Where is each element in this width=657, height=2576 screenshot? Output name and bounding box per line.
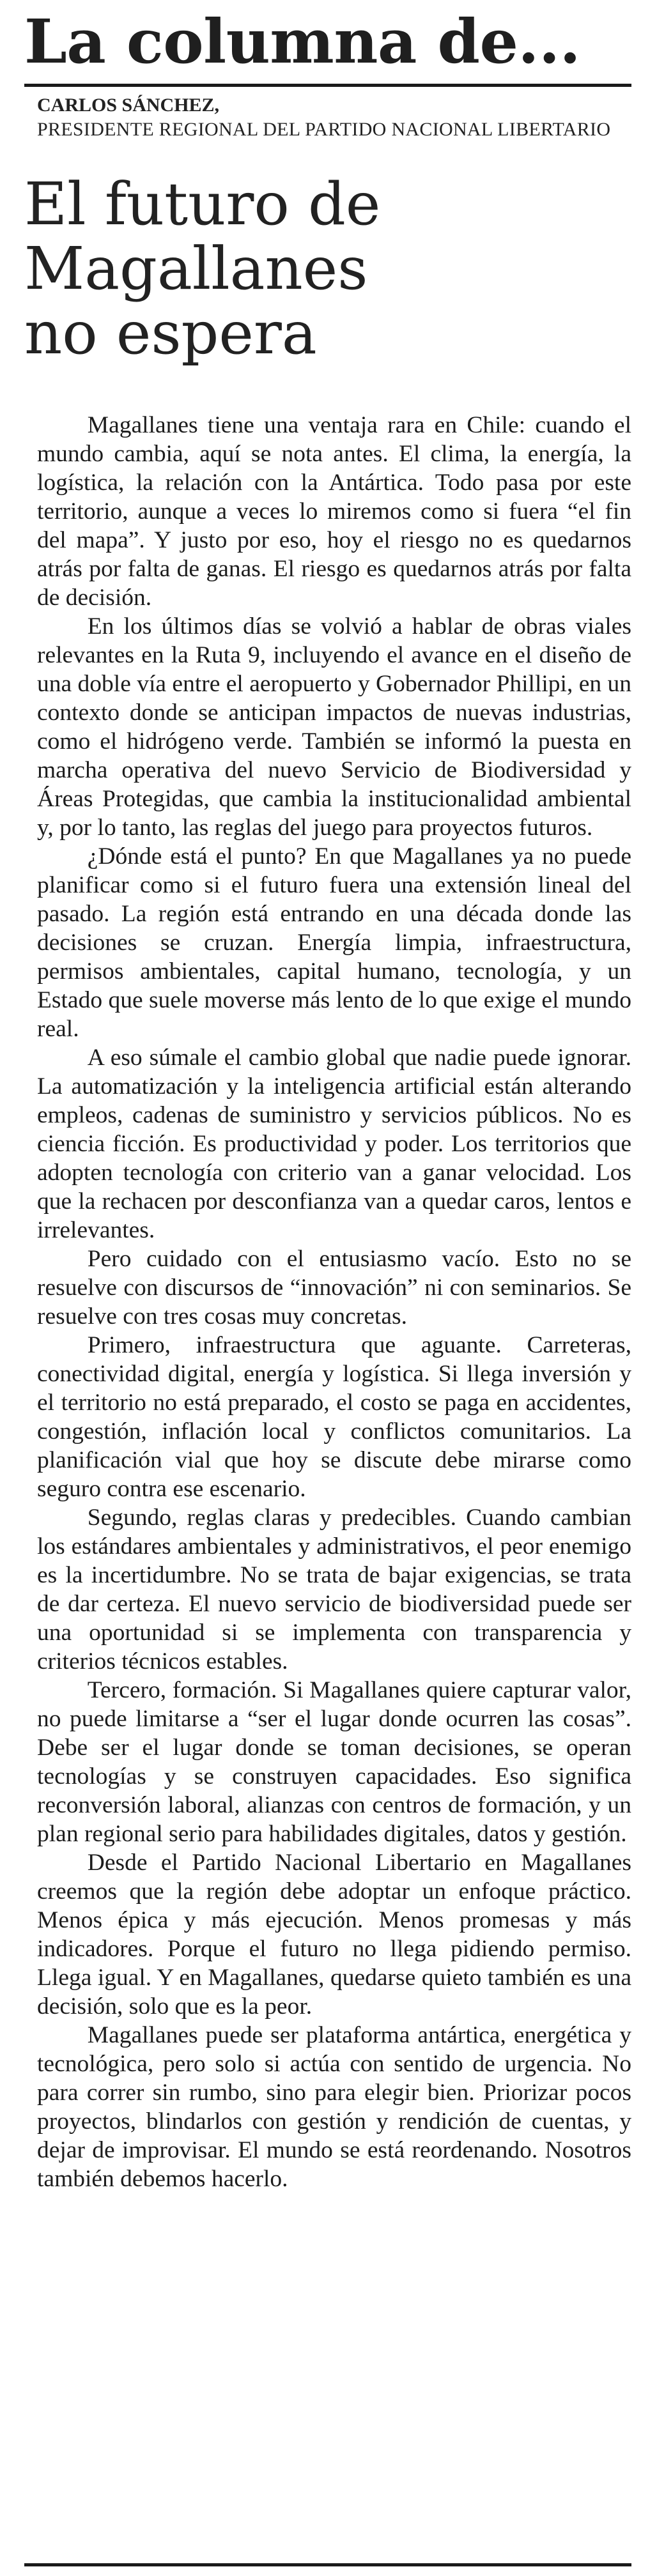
author-title: PRESIDENTE REGIONAL DEL PARTIDO NACIONAL LIBERTARIO (37, 118, 611, 140)
author-name: CARLOS SÁNCHEZ, (37, 95, 220, 116)
article-paragraph: Magallanes puede ser plataforma antártica, energética y tecnológica, pero solo si actúa con sentido de urgencia. No para correr sin rumbo, sino para elegir bien. Priorizar pocos proyectos, blindarlos con gestión y rendición de cuentas, y dejar de improvisar. El mundo se está reordenando. Nosotros también debemos hacerlo. (37, 2021, 631, 2192)
article-paragraph: En los últimos días se volvió a hablar de obras viales relevantes en la Ruta 9, incluyendo el avance en el diseño de una doble vía entre el aeropuerto y Gobernador Phillipi, en un contexto donde se anticipan impactos de nuevas industrias, como el hidrógeno verde. También se informó la puesta en marcha operativa del nuevo Servicio de Biodiversidad y Áreas Protegidas, que cambia la institucionalidad ambiental y, por lo tanto, las reglas del juego para proyectos futuros. (37, 613, 631, 841)
footer-divider (24, 2563, 631, 2566)
article-body (24, 411, 631, 2193)
article-paragraph: ¿Dónde está el punto? En que Magallanes ya no puede planificar como si el futuro fuera una extensión lineal del pasado. La región está entrando en una década donde las decisiones se cruzan. Energía limpia, infraestructura, permisos ambientales, capital humano, tecnología, y un Estado que suele moverse más lento de lo que exige el mundo real. (37, 843, 631, 1042)
headline-line: El futuro de (24, 170, 381, 238)
headline-line: no espera (24, 299, 317, 368)
article-paragraph: Segundo, reglas claras y predecibles. Cuando cambian los estándares ambientales y administrativos, el peor enemigo es la incertidumbre. No se trata de bajar exigencias, se trata de dar certeza. El nuevo servicio de biodiversidad puede ser una oportunidad si se implementa con transparencia y criterios técnicos estables. (37, 1504, 631, 1675)
article-paragraph: Tercero, formación. Si Magallanes quiere capturar valor, no puede limitarse a “ser el lugar donde ocurren las cosas”. Debe ser el lugar donde se toman decisiones, se operan tecnologías y se construyen capacidades. Eso significa reconversión laboral, alianzas con centros de formación, y un plan regional serio para habilidades digitales, datos y gestión. (37, 1676, 631, 1847)
headline-line: Magallanes (24, 234, 368, 303)
article-paragraph: Primero, infraestructura que aguante. Carreteras, conectividad digital, energía y logística. Si llega inversión y el territorio no está preparado, el costo se paga en accidentes, congestión, inflación local y conflictos comunitarios. La planificación vial que hoy se discute debe mirarse como seguro contra ese escenario. (37, 1331, 631, 1502)
article-paragraph: A eso súmale el cambio global que nadie puede ignorar. La automatización y la inteligencia artificial están alterando empleos, cadenas de suministro y servicios públicos. No es ciencia ficción. Es productividad y poder. Los territorios que adopten tecnología con criterio van a ganar velocidad. Los que la rechacen por desconfianza van a quedar caros, lentos e irrelevantes. (37, 1044, 631, 1243)
article-paragraph: Desde el Partido Nacional Libertario en Magallanes creemos que la región debe adoptar un enfoque práctico. Menos épica y más ejecución. Menos promesas y más indicadores. Porque el futuro no llega pidiendo permiso. Llega igual. Y en Magallanes, quedarse quieto también es una decisión, solo que es la peor. (37, 1849, 631, 2020)
author-byline (37, 93, 631, 141)
section-divider (24, 84, 631, 87)
article-paragraph: Magallanes tiene una ventaja rara en Chile: cuando el mundo cambia, aquí se nota antes. El clima, la energía, la logística, la relación con la Antártica. Todo pasa por este territorio, aunque a veces lo miremos como si fuera “el fin del mapa”. Y justo por eso, hoy el riesgo no es quedarnos atrás por falta de ganas. El riesgo es quedarnos atrás por falta de decisión. (37, 411, 631, 611)
article-headline (24, 172, 631, 366)
section-title: La columna de... (24, 6, 581, 77)
article-paragraph: Pero cuidado con el entusiasmo vacío. Esto no se resuelve con discursos de “innovación” ni con seminarios. Se resuelve con tres cosas muy concretas. (37, 1245, 631, 1330)
